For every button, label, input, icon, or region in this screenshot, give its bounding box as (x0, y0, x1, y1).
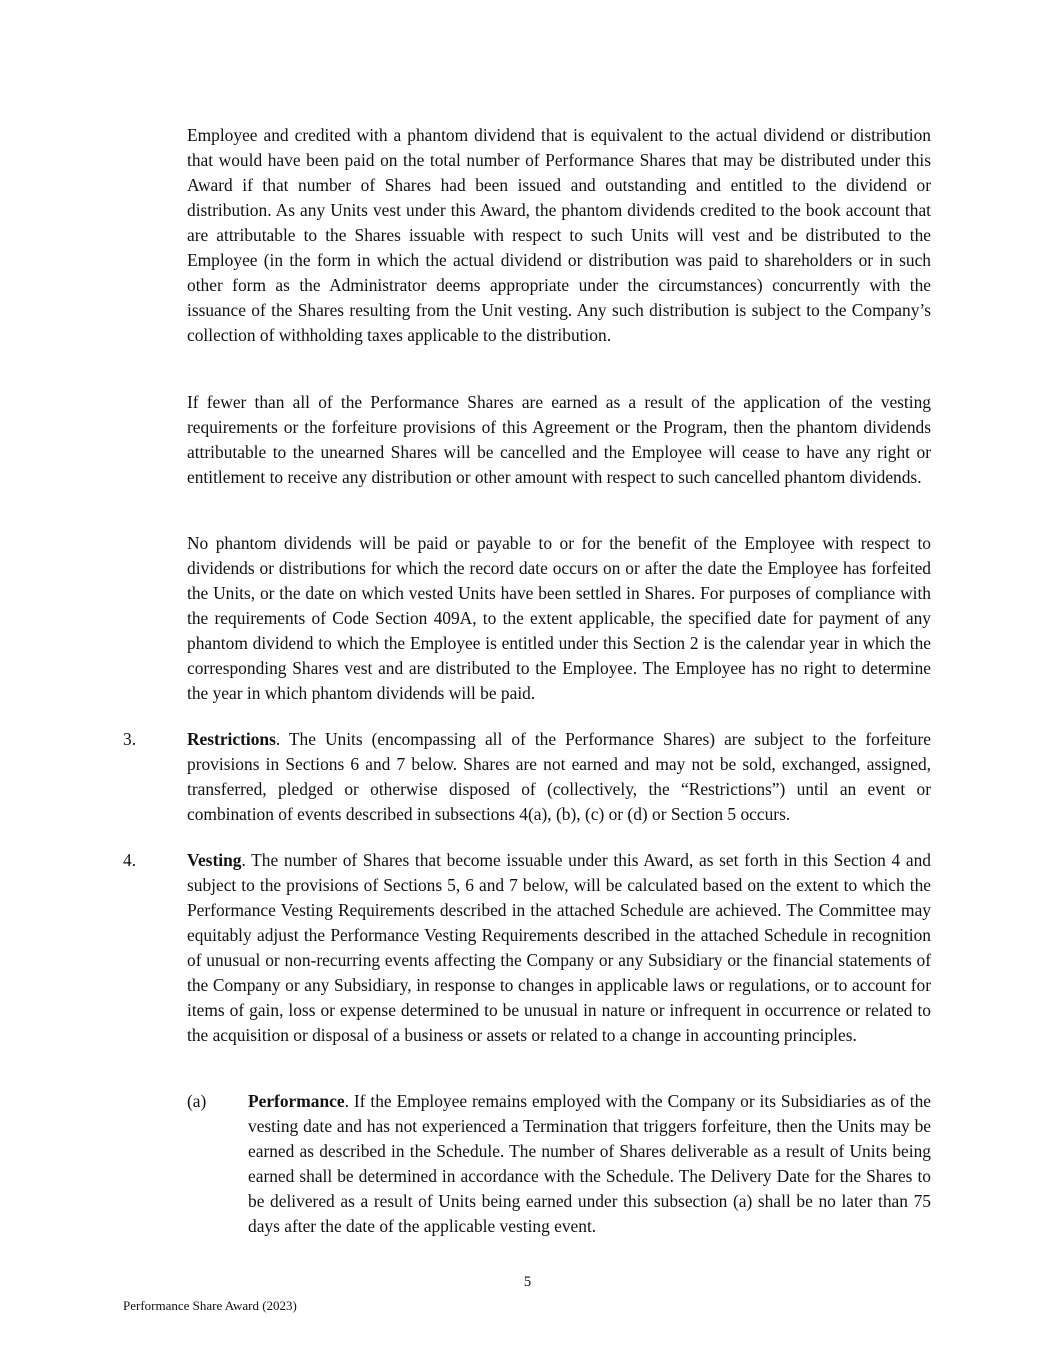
subsection-number: (a) (187, 1091, 207, 1111)
subsection-text: . If the Employee remains employed with the Company or its Subsidiaries as of the vesting date and has not experienced a Termination that triggers forfeiture, then the Units may be earned as described in the Schedule. The number of Shares deliverable as a result of Units being earned shall be determined in accordance with the Schedule. The Delivery Date for the Shares to be delivered as a result of Units being earned under this subsection (a) shall be no later than 75 days after the date of the applicable vesting event. (248, 1091, 931, 1236)
paragraph-phantom-dividend-credit: Employee and credited with a phantom dividend that is equivalent to the actual dividend or distribution that would have been paid on the total number of Performance Shares that may be distributed under this Award if that number of Shares had been issued and outstanding and entitled to the dividend or distribution. As any Units vest under this Award, the phantom dividends credited to the book account that are attributable to the Shares issuable with respect to such Units will vest and be distributed to the Employee (in the form in which the actual dividend or distribution was paid to shareholders or in such other form as the Administrator deems appropriate under the circumstances) concurrently with the issuance of the Shares resulting from the Unit vesting. Any such distribution is subject to the Company’s collection of withholding taxes applicable to the distribution. (187, 125, 931, 345)
section-body (187, 727, 931, 827)
section-heading: Restrictions (187, 729, 276, 749)
subsection-heading: Performance (248, 1091, 345, 1111)
section-body (187, 848, 931, 1048)
section-text: . The number of Shares that become issuable under this Award, as set forth in this Section 4 and subject to the provisions of Sections 5, 6 and 7 below, will be calculated based on the extent to which the Performance Vesting Requirements described in the attached Schedule are achieved. The Committee may equitably adjust the Performance Vesting Requirements described in the attached Schedule in recognition of unusual or non-recurring events affecting the Company or any Subsidiary or the financial statements of the Company or any Subsidiary, in response to changes in applicable laws or regulations, or to account for items of gain, loss or expense determined to be unusual in nature or infrequent in occurrence or related to the acquisition or disposal of a business or assets or related to a change in accounting principles. (187, 850, 931, 1045)
section-heading: Vesting (187, 850, 242, 870)
page-number: 5 (523, 1274, 532, 1290)
subsection-body (248, 1089, 931, 1239)
section-text: . The Units (encompassing all of the Performance Shares) are subject to the forfeiture provisions in Sections 6 and 7 below. Shares are not earned and may not be sold, exchanged, assigned, transferred, pledged or otherwise disposed of (collectively, the “Restrictions”) until an event or combination of events described in subsections 4(a), (b), (c) or (d) or Section 5 occurs. (187, 729, 931, 824)
paragraph-no-phantom-dividends: No phantom dividends will be paid or payable to or for the benefit of the Employee with respect to dividends or distributions for which the record date occurs on or after the date the Employee has forfeited the Units, or the date on which vested Units have been settled in Shares. For purposes of compliance with the requirements of Code Section 409A, to the extent applicable, the specified date for payment of any phantom dividend to which the Employee is entitled under this Section 2 is the calendar year in which the corresponding Shares vest and are distributed to the Employee. The Employee has no right to determine the year in which phantom dividends will be paid. (187, 533, 931, 703)
footer-document-title: Performance Share Award (2023) (123, 1298, 297, 1313)
section-number: 4. (123, 850, 137, 870)
paragraph-unearned-shares-cancellation: If fewer than all of the Performance Shares are earned as a result of the application of the vesting requirements or the forfeiture provisions of this Agreement or the Program, then the phantom dividends attributable to the unearned Shares will be cancelled and the Employee will cease to have any right or entitlement to receive any distribution or other amount with respect to such cancelled phantom dividends. (187, 392, 931, 487)
section-number: 3. (123, 729, 137, 749)
